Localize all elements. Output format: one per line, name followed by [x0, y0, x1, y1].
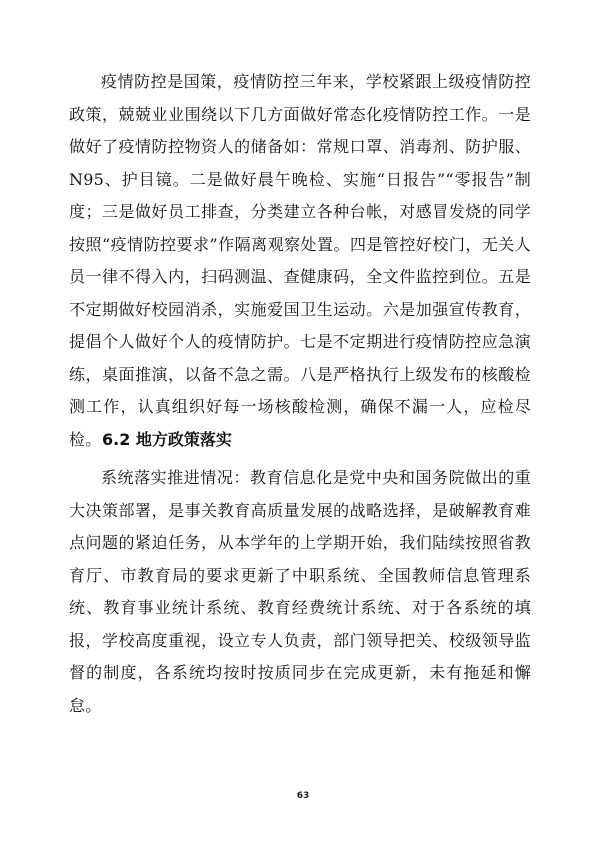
paragraph-block-system — [69, 462, 531, 722]
section-heading-block — [69, 428, 531, 452]
paragraph-epidemic-prevention: 疫情防控是国策，疫情防控三年来，学校紧跟上级疫情防控政策，兢兢业业围绕以下几方面做好常态化疫情防控工作。一是做好了疫情防控物资人的储备如：常规口罩、消毒剂、防护服、N95、护目镜。二是做好晨午晚检、实施“日报告”“零报告”制度；三是做好员工排查，分类建立各种台帐，对感冒发烧的同学按照“疫情防控要求”作隔离观察处置。四是管控好校门，无关人员一律不得入内，扫码测温、查健康码，全文件监控到位。五是不定期做好校园消杀，实施爱国卫生运动。六是加强宣传教育，提倡个人做好个人的疫情防护。七是不定期进行疫情防控应急演练，桌面推演，以备不急之需。八是严格执行上级发布的核酸检测工作，认真组织好每一场核酸检测，确保不漏一人，应检尽检。 — [69, 72, 531, 449]
page-number: 63 — [296, 791, 310, 801]
paragraph-block-epidemic — [69, 66, 531, 456]
paragraph-system-implementation: 系统落实推进情况：教育信息化是党中央和国务院做出的重大决策部署，是事关教育高质量发展的战略选择，是破解教育难点问题的紧迫任务，从本学年的上学期开始，我们陆续按照省教育厅、市教育局的要求更新了中职系统、全国教师信息管理系统、教育事业统计系统、教育经费统计系统、对于各系统的填报，学校高度重视，设立专人负责，部门领导把关、校级领导监督的制度，各系统均按时按质同步在完成更新，未有拖延和懈怠。 — [69, 468, 531, 715]
section-heading: 6.2 地方政策落实 — [102, 430, 232, 449]
